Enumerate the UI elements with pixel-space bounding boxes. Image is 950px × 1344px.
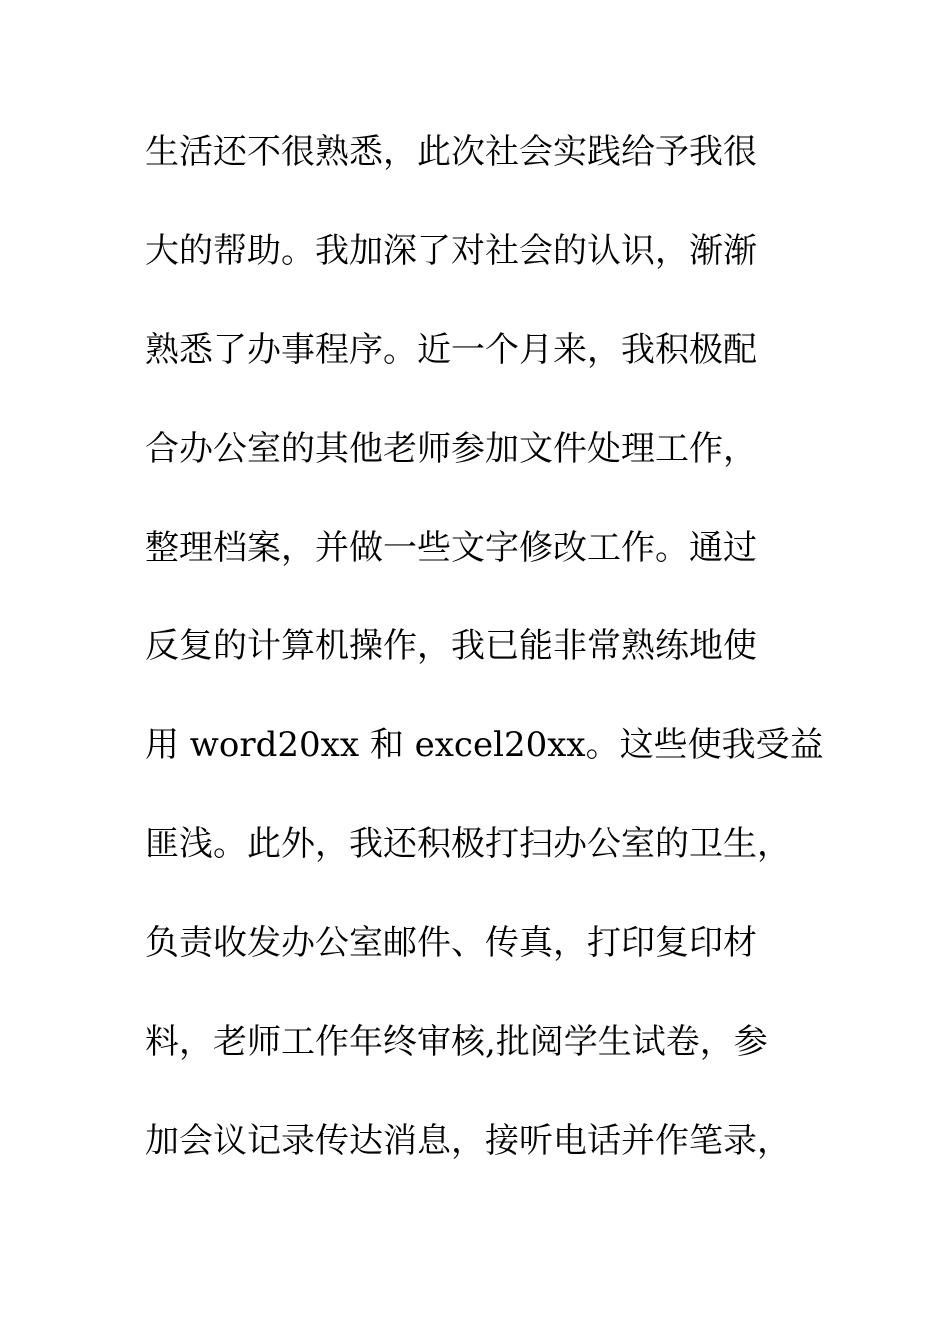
text-line: 料，老师工作年终审核,批阅学生试卷，参: [145, 1022, 768, 1063]
text-line: 反复的计算机操作，我已能非常熟练地使: [145, 626, 757, 667]
text-line: 负责收发办公室邮件、传真，打印复印材: [145, 923, 757, 964]
text-line: 大的帮助。我加深了对社会的认识，渐渐: [145, 230, 757, 271]
text-line: 生活还不很熟悉，此次社会实践给予我很: [145, 132, 757, 172]
text-line: 合办公室的其他老师参加文件处理工作，: [145, 428, 757, 469]
text-line: 匪浅。此外，我还积极打扫办公室的卫生，: [145, 824, 791, 865]
text-line: 加会议记录传达消息，接听电话并作笔录，: [145, 1120, 791, 1161]
text-line: 整理档案，并做一些文字修改工作。通过: [145, 527, 757, 568]
text-line: 用 word20xx 和 excel20xx。这些使我受益: [145, 725, 824, 766]
body-text: [145, 124, 825, 1212]
text-line: 熟悉了办事程序。近一个月来，我积极配: [145, 329, 757, 370]
